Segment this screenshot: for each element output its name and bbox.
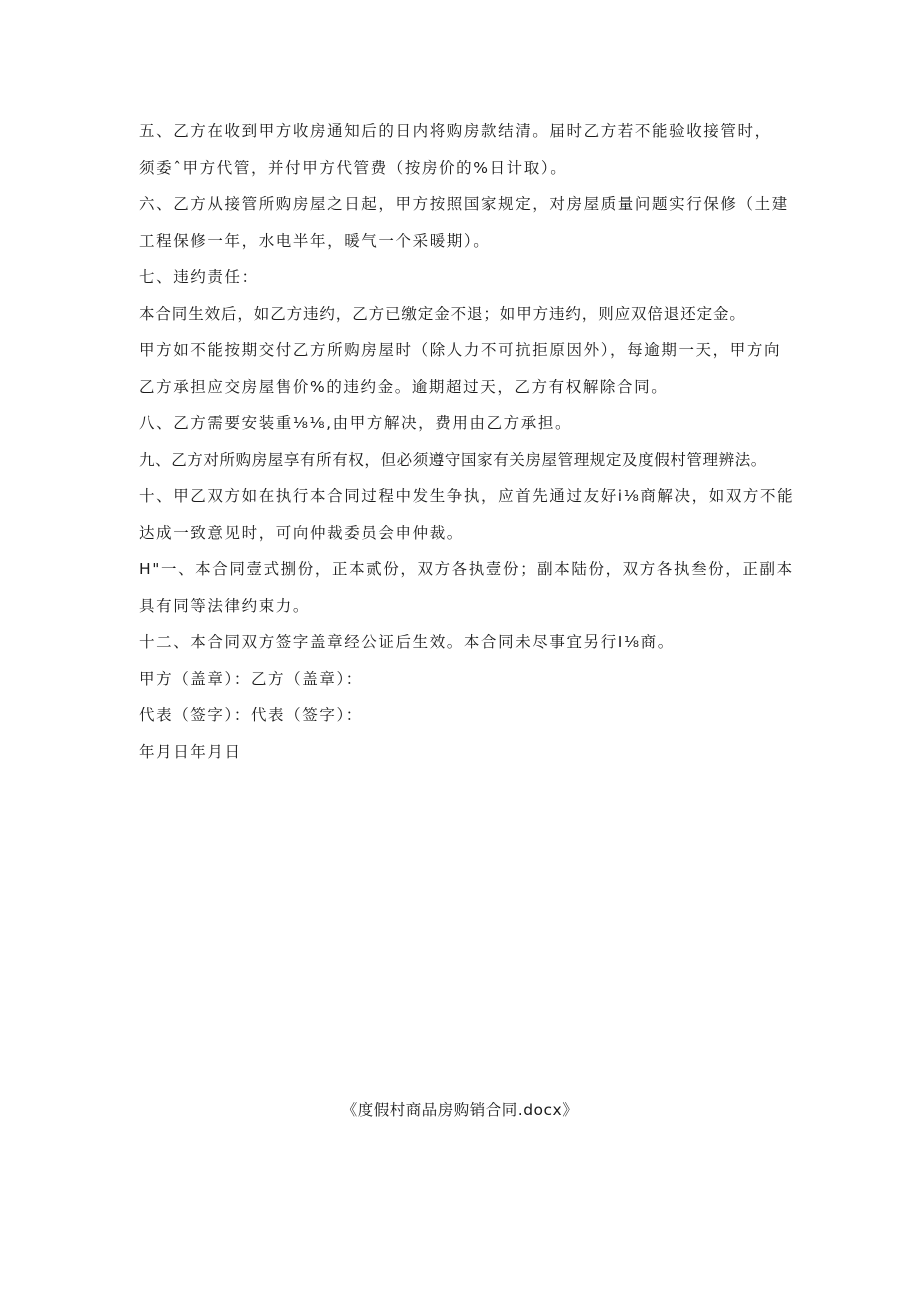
clause-7-delay-line-1: 甲方如不能按期交付乙方所购房屋时（除人力不可抗拒原因外），每逾期一天，甲方向	[139, 341, 782, 359]
contract-body	[139, 113, 795, 770]
clause-8-line: 八、乙方需要安装重⅛⅛,由甲方解决，费用由乙方承担。	[139, 414, 573, 432]
clause-11-line-2: 具有同等法律约束力。	[139, 596, 311, 615]
signature-line: 代表（签字）：代表（签字）：	[139, 706, 363, 724]
clause-7-deposit-line: 本合同生效后，如乙方违约，乙方已缴定金不退；如甲方违约，则应双倍退还定金。	[139, 304, 746, 323]
clause-9-line: 九、乙方对所购房屋享有所有权，但必须遵守国家有关房屋管理规定及度假村管理辨法。	[139, 450, 767, 469]
document-footer: 《度假村商品房购销合同.docx》	[341, 1101, 579, 1119]
clause-6-line-1: 六、乙方从接管所购房屋之日起，甲方按照国家规定，对房屋质量问题实行保修（土建	[139, 195, 789, 213]
clause-7-heading: 七、违约责任：	[139, 268, 259, 286]
clause-6-line-2: 工程保修一年，水电半年，暖气一个采暖期）。	[139, 231, 491, 250]
clause-7-delay-line-2: 乙方承担应交房屋售价%的违约金。逾期超过天，乙方有权解除合同。	[139, 377, 669, 396]
clause-11-line-1: H"一、本合同壹式捌份，正本贰份，双方各执壹份；副本陆份，双方各执叁份，正副本	[139, 560, 794, 578]
seal-line: 甲方（盖章）：乙方（盖章）：	[139, 669, 363, 688]
clause-12-line: 十二、本合同双方签字盖章经公证后生效。本合同未尽事宜另行I⅛商。	[139, 633, 675, 651]
date-line: 年月日年月日	[139, 742, 242, 761]
clause-5-line-2: 须委ˆ甲方代管，并付甲方代管费（按房价的%日计取）。	[139, 158, 568, 177]
clause-10-line-2: 达成一致意见时，可向仲裁委员会申仲裁。	[139, 523, 464, 542]
clause-5-line-1: 五、乙方在收到甲方收房通知后的日内将购房款结清。届时乙方若不能验收接管时，	[139, 122, 772, 140]
clause-10-line-1: 十、甲乙双方如在执行本合同过程中发生争执，应首先通过友好i⅛商解决，如双方不能	[139, 487, 795, 505]
